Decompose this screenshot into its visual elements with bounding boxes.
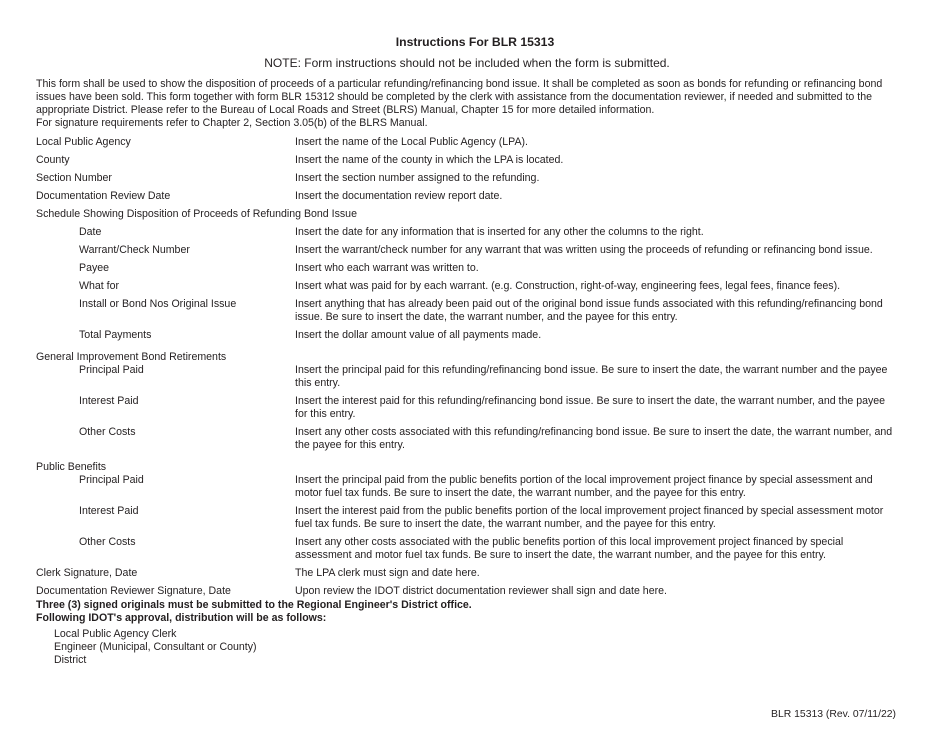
instruction-row bbox=[36, 329, 906, 342]
instruction-list bbox=[36, 136, 906, 603]
intro-paragraph: This form shall be used to show the disposition of proceeds of a particular refunding/refinancing bond issue. It shall be completed as soon as bonds for refunding or refinancing bond issues have been sold. This form together with form BLR 15312 should be completed by the clerk with assistance from the documentation reviewer, if needed and submitted to the appropriate District. Please refer to the Bureau of Local Roads and Street (BLRS) Manual, Chapter 15 for more detailed information. bbox=[36, 78, 883, 116]
distribution-item: Local Public Agency Clerk bbox=[54, 628, 177, 640]
instruction-row bbox=[36, 426, 906, 452]
distribution-item: Engineer (Municipal, Consultant or County) bbox=[54, 641, 257, 653]
field-instruction: Insert the documentation review report date. bbox=[295, 190, 503, 202]
field-instruction bbox=[295, 351, 899, 364]
field-instruction: Insert the principal paid for this refunding/refinancing bond issue. Be sure to insert the date, the warrant number and the payee this entry. bbox=[295, 364, 888, 389]
distribution-list bbox=[54, 628, 257, 667]
instruction-row bbox=[36, 395, 906, 421]
field-label: What for bbox=[79, 280, 120, 292]
field-instruction: Upon review the IDOT district documentation reviewer shall sign and date here. bbox=[295, 585, 667, 597]
note-text: NOTE: Form instructions should not be included when the form is submitted. bbox=[264, 56, 670, 70]
field-instruction: Insert any other costs associated with this refunding/refinancing bond issue. Be sure to insert the date, the warrant number, and the payee for this entry. bbox=[295, 426, 893, 451]
field-label: Total Payments bbox=[79, 329, 152, 341]
instruction-row bbox=[36, 585, 906, 598]
field-label: Warrant/Check Number bbox=[79, 244, 190, 256]
field-label: Other Costs bbox=[79, 426, 136, 438]
instruction-row bbox=[36, 226, 906, 239]
field-instruction: Insert the name of the county in which the LPA is located. bbox=[295, 154, 564, 166]
form-revision-footer: BLR 15313 (Rev. 07/11/22) bbox=[771, 709, 896, 720]
field-label: Public Benefits bbox=[36, 461, 107, 473]
submission-notice bbox=[36, 599, 472, 625]
signature-requirements-text: For signature requirements refer to Chapter 2, Section 3.05(b) of the BLRS Manual. bbox=[36, 117, 428, 129]
instruction-row bbox=[36, 154, 906, 167]
field-label: Date bbox=[79, 226, 102, 238]
instruction-row bbox=[36, 505, 906, 531]
field-label: Principal Paid bbox=[79, 474, 144, 486]
distribution-item: District bbox=[54, 654, 87, 666]
instruction-row bbox=[36, 536, 906, 562]
field-label: Other Costs bbox=[79, 536, 136, 548]
field-instruction: Insert the principal paid from the public benefits portion of the local improvement project finance by special assessment and motor fuel tax funds. Be sure to insert the date, the warrant number, and the payee for this entry. bbox=[295, 474, 873, 499]
instruction-row bbox=[36, 244, 906, 257]
instruction-row bbox=[36, 262, 906, 275]
instruction-row bbox=[36, 172, 906, 185]
instruction-row bbox=[36, 567, 906, 580]
field-label: Install or Bond Nos Original Issue bbox=[79, 298, 237, 310]
field-instruction: Insert the warrant/check number for any warrant that was written using the proceeds of refunding or refinancing bond issue. bbox=[295, 244, 873, 256]
field-label: Documentation Review Date bbox=[36, 190, 171, 202]
field-instruction: Insert the interest paid from the public benefits portion of the local improvement project financed by special assessment motor fuel tax funds. Be sure to insert the date, the warrant number, and the payee for this entry. bbox=[295, 505, 884, 530]
field-label: Interest Paid bbox=[79, 395, 139, 407]
field-instruction: The LPA clerk must sign and date here. bbox=[295, 567, 480, 579]
instruction-row bbox=[36, 474, 906, 500]
instruction-row bbox=[36, 280, 906, 293]
field-instruction: Insert any other costs associated with the public benefits portion of this local improvement project financed by special assessment and motor fuel tax funds. Be sure to insert the date, the warrant number, and the payee for this entry. bbox=[295, 536, 844, 561]
field-instruction: Insert the date for any information that is inserted for any other the columns to the right. bbox=[295, 226, 704, 238]
field-label: Clerk Signature, Date bbox=[36, 567, 138, 579]
field-instruction: Insert the dollar amount value of all payments made. bbox=[295, 329, 542, 341]
field-instruction: Insert the section number assigned to the refunding. bbox=[295, 172, 540, 184]
field-instruction: Insert who each warrant was written to. bbox=[295, 262, 479, 274]
instruction-row bbox=[36, 351, 906, 364]
field-instruction bbox=[295, 208, 899, 221]
instruction-row bbox=[36, 298, 906, 324]
instruction-row bbox=[36, 208, 906, 221]
field-label: Interest Paid bbox=[79, 505, 139, 517]
field-label: Payee bbox=[79, 262, 110, 274]
field-instruction: Insert the name of the Local Public Agency (LPA). bbox=[295, 136, 528, 148]
field-instruction: Insert what was paid for by each warrant. (e.g. Construction, right-of-way, engineering fees, legal fees, finance fees). bbox=[295, 280, 841, 292]
field-label: Section Number bbox=[36, 172, 112, 184]
field-label: Schedule Showing Disposition of Proceeds of Refunding Bond Issue bbox=[36, 208, 357, 220]
instruction-row bbox=[36, 364, 906, 390]
field-instruction bbox=[295, 461, 899, 474]
field-label: Principal Paid bbox=[79, 364, 144, 376]
instruction-row bbox=[36, 136, 906, 149]
field-label: Local Public Agency bbox=[36, 136, 131, 148]
field-instruction: Insert the interest paid for this refunding/refinancing bond issue. Be sure to insert the date, the warrant number, and the payee for this entry. bbox=[295, 395, 886, 420]
field-instruction: Insert anything that has already been paid out of the original bond issue funds associated with this refunding/refinancing bond issue. Be sure to insert the date, the warrant number, and the payee for this entry. bbox=[295, 298, 883, 323]
page-title: Instructions For BLR 15313 bbox=[395, 35, 555, 49]
field-label: Documentation Reviewer Signature, Date bbox=[36, 585, 231, 597]
instruction-row bbox=[36, 461, 906, 474]
submission-line-2: Following IDOT's approval, distribution will be as follows: bbox=[36, 612, 327, 624]
intro-section bbox=[36, 78, 906, 130]
instruction-row bbox=[36, 190, 906, 203]
submission-line-1: Three (3) signed originals must be submitted to the Regional Engineer's District office. bbox=[36, 599, 472, 611]
field-label: General Improvement Bond Retirements bbox=[36, 351, 227, 363]
field-label: County bbox=[36, 154, 70, 166]
